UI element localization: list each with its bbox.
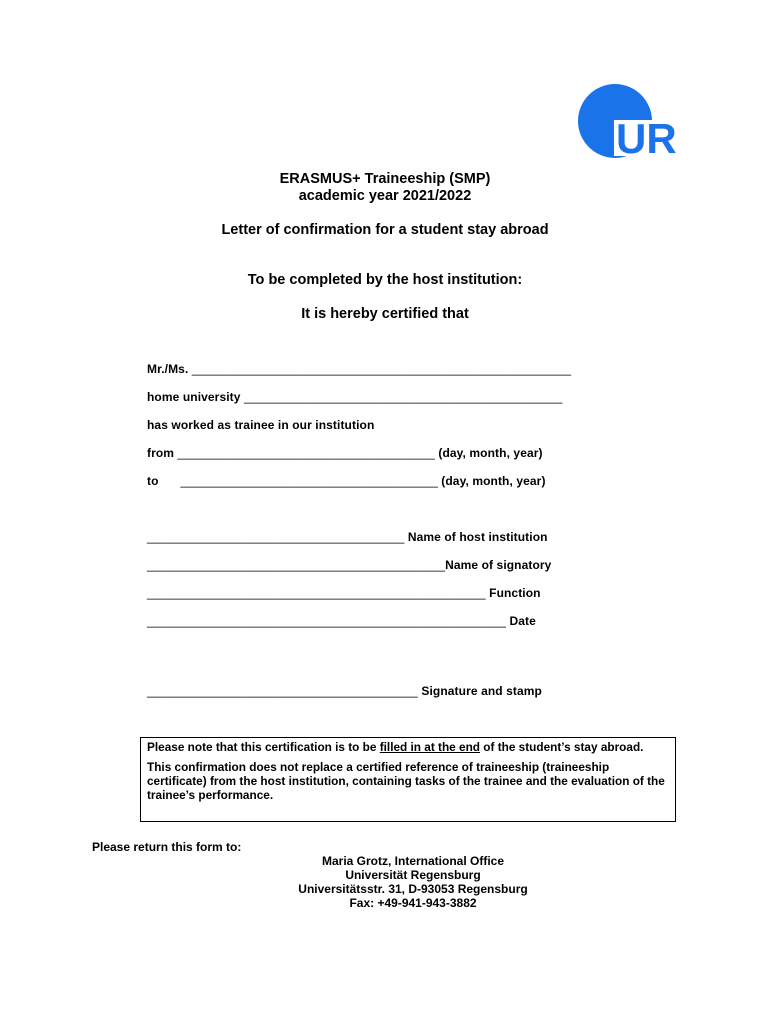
- home-university-field[interactable]: [147, 390, 562, 404]
- from-label: from: [147, 446, 175, 460]
- university-logo: [578, 84, 682, 158]
- to-label: to: [147, 474, 159, 488]
- return-street: Universitätsstr. 31, D-93053 Regensburg: [298, 882, 528, 896]
- host-institution-label: Name of host institution: [407, 530, 548, 544]
- home-university-blank[interactable]: _______________________________________________: [243, 390, 563, 404]
- from-hint: (day, month, year): [438, 446, 543, 460]
- signatory-label: Name of signatory: [445, 558, 552, 572]
- host-institution-blank[interactable]: ______________________________________: [147, 530, 405, 544]
- name-label: Mr./Ms.: [147, 362, 189, 376]
- return-fax: Fax: +49-941-943-3882: [349, 896, 477, 910]
- function-field[interactable]: [147, 586, 541, 600]
- form-subtitle: Letter of confirmation for a student stay abroad: [221, 222, 549, 238]
- notice-box: [140, 737, 676, 822]
- certify-text: It is hereby certified that: [301, 306, 469, 322]
- notice-text-after: of the student’s stay abroad.: [480, 740, 644, 754]
- from-date-field[interactable]: [147, 446, 543, 460]
- from-blank[interactable]: ______________________________________: [177, 446, 435, 460]
- return-label: Please return this form to:: [92, 840, 242, 854]
- date-label: Date: [509, 614, 536, 628]
- notice-text-before: Please note that this certification is to be: [147, 740, 380, 754]
- signature-blank[interactable]: ________________________________________: [147, 684, 418, 698]
- function-blank[interactable]: __________________________________________________: [147, 586, 486, 600]
- to-date-field[interactable]: [147, 474, 546, 488]
- name-field[interactable]: [147, 362, 571, 376]
- worked-text: has worked as trainee in our institution: [147, 418, 375, 432]
- return-org: Universität Regensburg: [345, 868, 481, 882]
- signatory-blank[interactable]: ____________________________________________: [147, 558, 446, 572]
- name-blank[interactable]: ________________________________________________________: [191, 362, 572, 376]
- notice-paragraph-2: This confirmation does not replace a certified reference of traineeship (traineeship certificate) from the host institution, containing tasks of the trainee and the evaluation of the trainee’s performance.: [147, 760, 665, 802]
- notice-paragraph-1: [147, 740, 669, 754]
- return-name: Maria Grotz, International Office: [321, 854, 505, 868]
- signature-label: Signature and stamp: [421, 684, 542, 698]
- academic-year: academic year 2021/2022: [298, 188, 472, 204]
- to-hint: (day, month, year): [441, 474, 546, 488]
- instruction-text: To be completed by the host institution:: [247, 272, 523, 288]
- home-university-label: home university: [147, 390, 241, 404]
- logo-text: UR: [616, 115, 677, 158]
- signatory-field[interactable]: [147, 558, 551, 572]
- date-blank[interactable]: _____________________________________________________: [147, 614, 507, 628]
- form-title: ERASMUS+ Traineeship (SMP): [279, 171, 491, 187]
- notice-underlined: filled in at the end: [379, 740, 480, 754]
- function-label: Function: [489, 586, 541, 600]
- to-blank[interactable]: ______________________________________: [180, 474, 438, 488]
- signature-field[interactable]: [147, 684, 542, 698]
- host-institution-field[interactable]: [147, 530, 548, 544]
- date-field[interactable]: [147, 614, 536, 628]
